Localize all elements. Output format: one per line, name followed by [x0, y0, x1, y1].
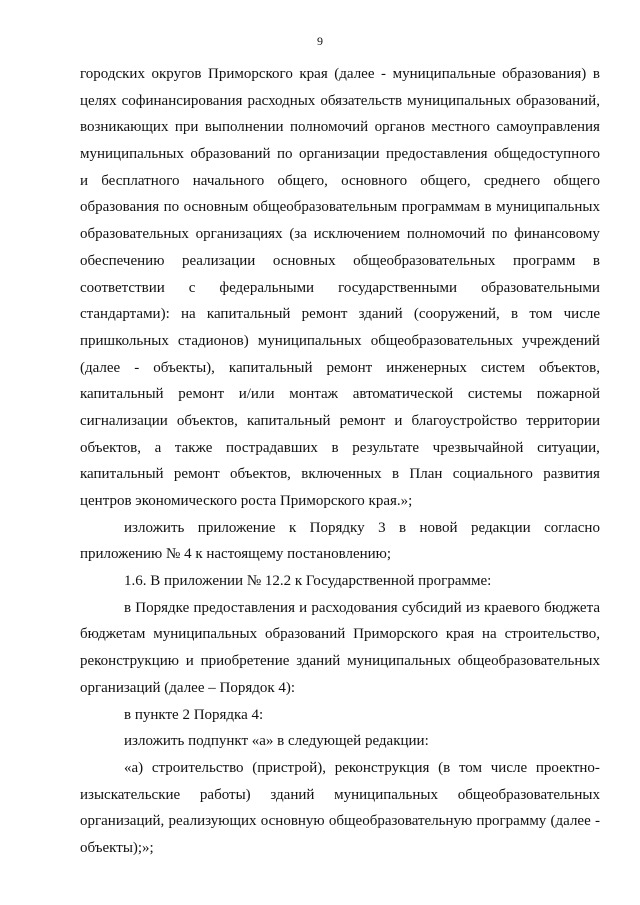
paragraph — [80, 595, 600, 702]
text-line: организаций, реализующих основную общеобразовательную программу (далее - — [80, 813, 600, 830]
text-line: образовательных организациях (за исключением полномочий по финансовому — [80, 226, 600, 243]
text-line: (далее - объекты), капитальный ремонт инженерных систем объектов, — [80, 359, 600, 376]
text-line: сигнализации объектов, капитальный ремонт и благоустройство территории — [80, 412, 600, 429]
text-line: в пункте 2 Порядка 4: — [124, 706, 264, 723]
text-line: возникающих при выполнении полномочий органов местного самоуправления — [80, 119, 600, 136]
text-line: бюджетам муниципальных образований Приморского края на строительство, — [80, 626, 600, 643]
paragraph — [80, 728, 600, 755]
text-line: капитальный ремонт и/или монтаж автоматической системы пожарной — [80, 386, 600, 403]
text-line: муниципальных образований по организации предоставления общедоступного — [80, 146, 600, 163]
text-line: и бесплатного начального общего, основного общего, среднего общего — [80, 172, 600, 189]
text-line: «а) строительство (пристрой), реконструкция (в том числе проектно- — [124, 759, 600, 776]
paragraph — [80, 515, 600, 568]
text-line: соответствии с федеральными государственными образовательными — [80, 279, 600, 296]
text-line: 1.6. В приложении № 12.2 к Государственной программе: — [124, 573, 492, 590]
text-line: изложить приложение к Порядку 3 в новой редакции согласно — [124, 519, 600, 536]
text-line: пришкольных стадионов) муниципальных общеобразовательных учреждений — [80, 332, 600, 349]
paragraph — [80, 568, 600, 595]
text-line: объекты);»; — [80, 839, 154, 856]
text-line: обеспечению реализации основных общеобразовательных программ в — [80, 252, 600, 269]
paragraph — [80, 755, 600, 862]
text-line: городских округов Приморского края (далее - муниципальные образования) в — [80, 66, 600, 82]
text-line: в Порядке предоставления и расходования субсидий из краевого бюджета — [124, 599, 600, 616]
text-line: стандартами): на капитальный ремонт зданий (сооружений, в том числе — [80, 306, 600, 323]
text-line: центров экономического роста Приморского края.»; — [80, 493, 413, 509]
text-line: изыскательские работы) зданий муниципальных общеобразовательных — [80, 786, 600, 803]
text-line: приложению № 4 к настоящему постановлению; — [80, 546, 392, 563]
paragraph — [80, 702, 600, 729]
text-line: образования по основным общеобразовательным программам в муниципальных — [80, 199, 600, 216]
paragraph — [80, 61, 600, 515]
text-line: реконструкцию и приобретение зданий муниципальных общеобразовательных — [80, 653, 600, 670]
text-line: капитальный ремонт объектов, включенных в План социального развития — [80, 466, 600, 483]
document-body — [80, 61, 600, 862]
page-number: 9 — [317, 34, 323, 48]
text-line: изложить подпункт «а» в следующей редакции: — [124, 733, 429, 750]
text-line: целях софинансирования расходных обязательств муниципальных образований, — [80, 92, 600, 109]
text-line: объектов, а также пострадавших в результате чрезвычайной ситуации, — [80, 439, 600, 456]
text-line: организаций (далее – Порядок 4): — [80, 679, 296, 696]
